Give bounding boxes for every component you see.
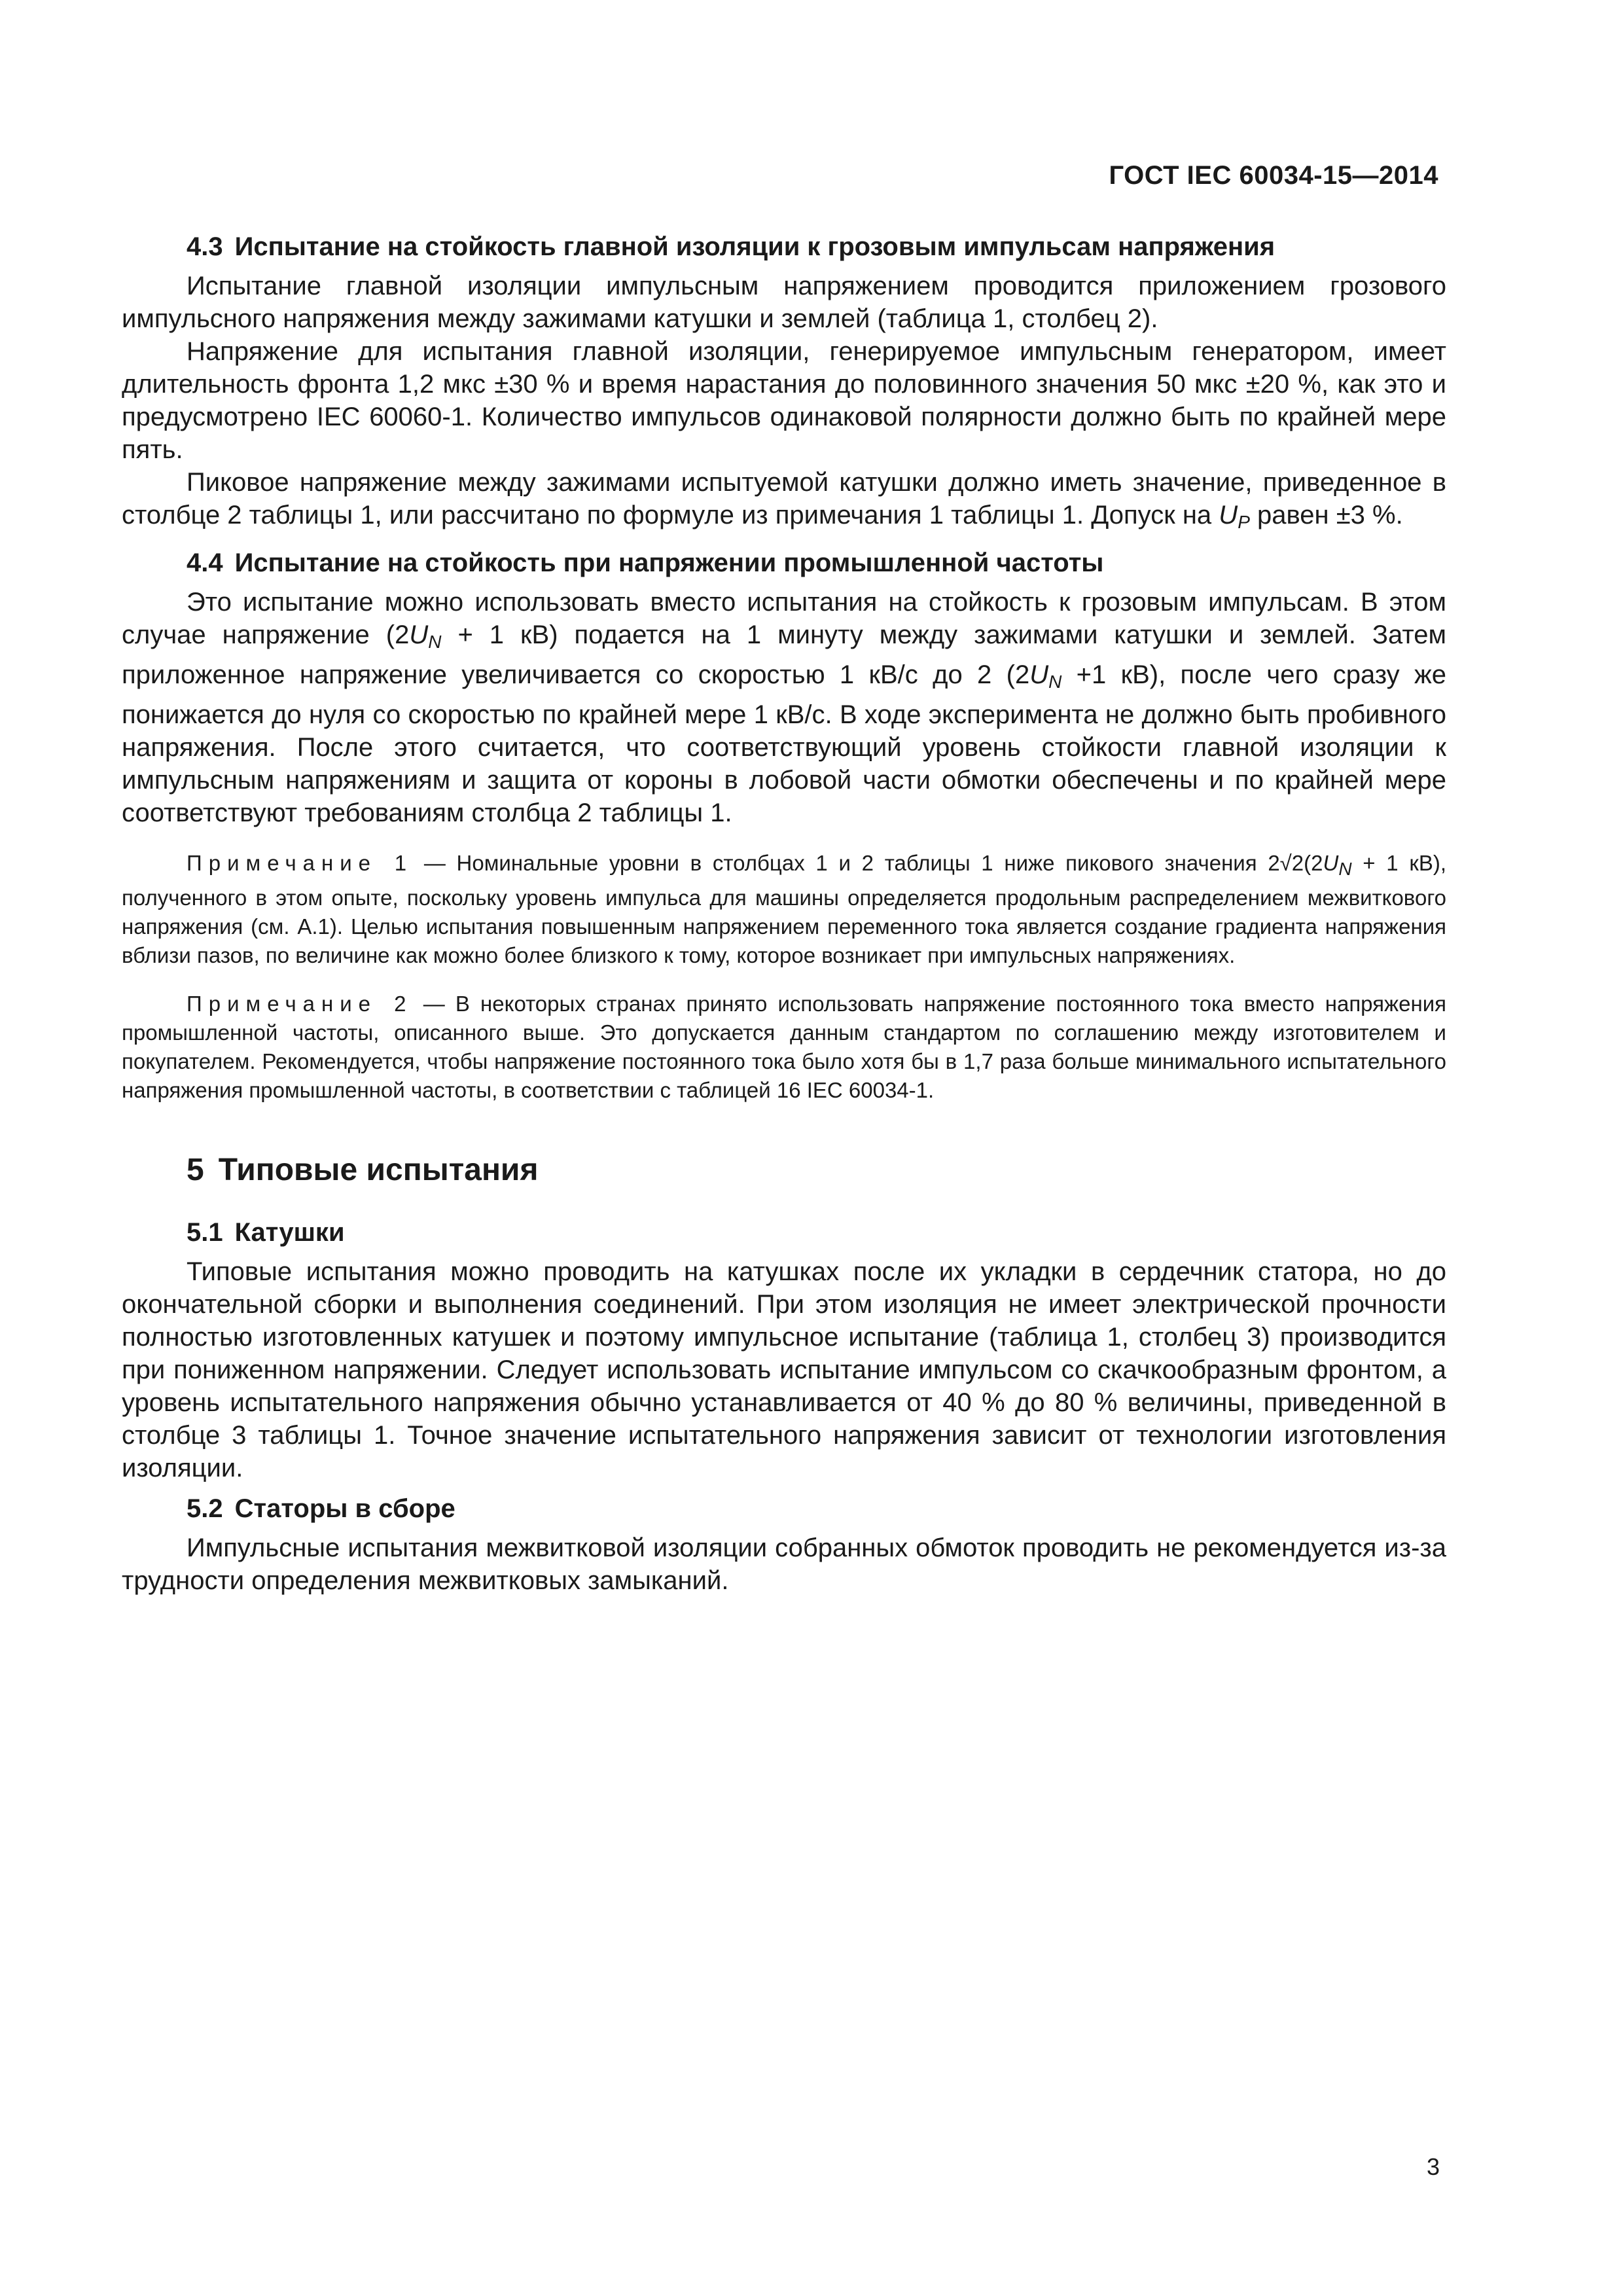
note-1 — [122, 849, 1446, 970]
text-run: равен ±3 %. — [1249, 501, 1403, 529]
section-5-2-heading — [122, 1492, 1446, 1525]
paragraph: Испытание главной изоляции импульсным напряжением проводится приложением грозового импульсного напряжения между зажимами катушки и землей (таблица 1, столбец 2). — [122, 272, 1446, 333]
section-number: 5.2 — [187, 1494, 223, 1523]
text-run: + 1 кВ), полученного в этом опыте, поскольку уровень импульса для машины определяется продольным распределением межвиткового напряжения (см. А.1). Целью испытания повышенным напряжением переменного тока является создание градиента напряжения вблизи пазов, по величине как можно более близкого к тому, которое возникает при импульсных напряжениях. — [122, 851, 1446, 967]
symbol-u: U — [1323, 851, 1339, 875]
symbol-u: U — [409, 620, 429, 649]
section-number: 4.3 — [187, 232, 223, 261]
section-number: 5.1 — [187, 1218, 223, 1247]
section-title: Статоры в сборе — [234, 1494, 455, 1523]
paragraph: Типовые испытания можно проводить на катушках после их укладки в сердечник статора, но до окончательной сборки и выполнения соединений. При этом изоляция не имеет электрической прочности полностью изготовленных катушек и поэтому импульсное испытание (таблица 1, столбец 3) производится при пониженном напряжении. Следует использовать испытание импульсом со скачкообразным фронтом, а уровень испытательного напряжения обычно устанавливается от 40 % до 80 % величины, приведенной в столбце 3 таблицы 1. Точное значение испытательного напряжения зависит от технологии изготовления изоляции. — [122, 1257, 1446, 1482]
symbol-u: U — [1219, 501, 1238, 529]
text-run: Пиковое напряжение между зажимами испытуемой катушки должно иметь значение, приведенное в столбце 2 таблицы 1, или рассчитано по формуле из примечания 1 таблицы 1. Допуск на — [122, 468, 1446, 529]
section-title: Типовые испытания — [218, 1153, 539, 1187]
document-code-header: ГОСТ IEC 60034-15—2014 — [1109, 161, 1438, 190]
section-4-4-heading — [122, 547, 1446, 579]
note-2 — [122, 990, 1446, 1105]
text-run: +1 кВ), после чего сразу же понижается до нуля со скоростью по крайней мере 1 кВ/с. В ходе эксперимента не должно быть пробивного напряжения. После этого считается, что соответствующий уровень стойкости главной изоляции к импульсным напряжениям и защита от короны в лобовой части обмотки обеспечены и по крайней мере соответствуют требованиям столбца 2 таблицы 1. — [122, 660, 1447, 827]
text-run: — В некоторых странах принято использовать напряжение постоянного тока вместо напряжения промышленной частоты, описанного выше. Это допускается данным стандартом по соглашению между изготовителем и покупателем. Рекомендуется, чтобы напряжение постоянного тока было хотя бы в 1,7 раза больше минимального испытательного напряжения промышленной частоты, в соответствии с таблицей 16 IEC 60034-1. — [122, 992, 1446, 1102]
subscript: N — [1338, 859, 1352, 879]
note-label: Примечание 2 — [187, 992, 413, 1016]
paragraph: Напряжение для испытания главной изоляции, генерируемое импульсным генератором, имеет длительность фронта 1,2 мкс ±30 % и время нарастания до половинного значения 50 мкс ±20 %, как это и предусмотрено IEC 60060-1. Количество импульсов одинаковой полярности должно быть по крайней мере пять. — [122, 337, 1446, 464]
page-number: 3 — [1426, 2153, 1440, 2180]
section-5-heading — [122, 1151, 1446, 1190]
section-4-3-heading — [122, 230, 1446, 263]
section-number: 4.4 — [187, 548, 223, 577]
section-title: Катушки — [234, 1218, 345, 1247]
section-number: 5 — [187, 1153, 204, 1187]
paragraph — [122, 466, 1446, 539]
document-body — [122, 230, 1446, 1597]
text-run: + 1 кВ) подается на 1 минуту между зажимами катушки и землей. Затем приложенное напряжение увеличивается со скоростью 1 кВ/с до 2 (2 — [122, 620, 1446, 689]
note-label: Примечание 1 — [187, 851, 414, 875]
subscript: N — [428, 632, 442, 652]
subscript: P — [1238, 512, 1250, 532]
text-run: — Номинальные уровни в столбцах 1 и 2 таблицы 1 ниже пикового значения 2√2(2 — [413, 851, 1323, 875]
paragraph — [122, 586, 1446, 829]
section-title: Испытание на стойкость при напряжении промышленной частоты — [234, 548, 1104, 577]
section-title: Испытание на стойкость главной изоляции к грозовым импульсам напряжения — [234, 232, 1275, 261]
text-run: Это испытание можно использовать вместо испытания на стойкость к грозовым импульсам. В этом случае напряжение (2 — [122, 588, 1446, 649]
section-5-1-heading — [122, 1216, 1446, 1249]
paragraph: Импульсные испытания межвитковой изоляции собранных обмоток проводить не рекомендуется из-за трудности определения межвитковых замыканий. — [122, 1534, 1446, 1595]
symbol-u: U — [1029, 660, 1049, 689]
subscript: N — [1048, 672, 1062, 692]
